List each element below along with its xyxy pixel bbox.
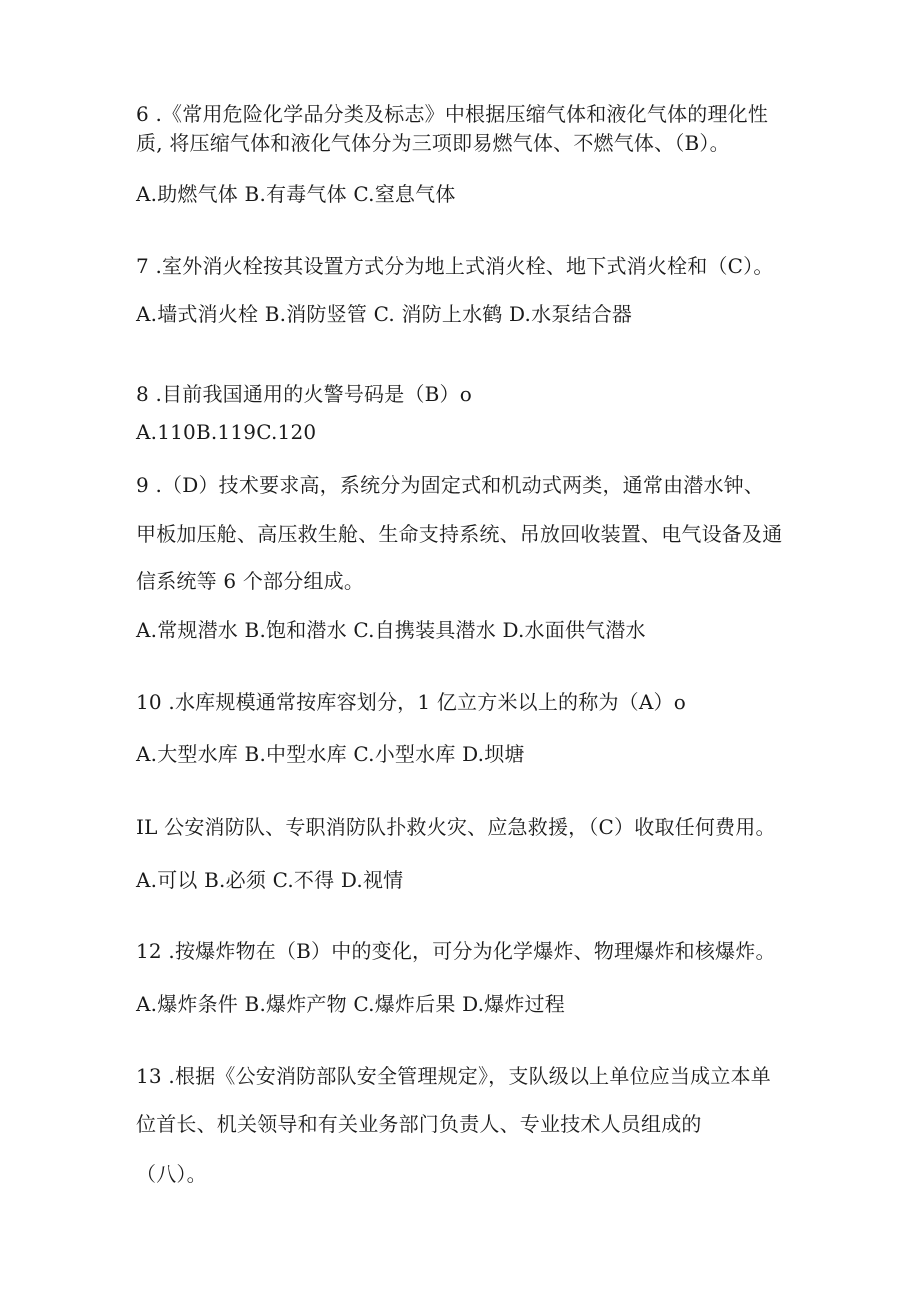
q10-options: A.大型水库 B.中型水库 C.小型水库 D.坝塘	[136, 742, 525, 766]
q11-stem: IL 公安消防队、专职消防队扑救火灾、应急救援，（C）收取任何费用。	[136, 815, 776, 839]
q12-stem: 12 .按爆炸物在（B）中的变化，可分为化学爆炸、物理爆炸和核爆炸。	[136, 939, 776, 963]
q11-options: A.可以 B.必须 C.不得 D.视情	[136, 868, 404, 892]
q13-stem-line-1: 13 .根据《公安消防部队安全管理规定》，支队级以上单位应当成立本单	[136, 1064, 771, 1088]
q6-options: A.助燃气体 B.有毒气体 C.窒息气体	[136, 182, 456, 206]
q10-stem: 10 .水库规模通常按库容划分，1 亿立方米以上的称为（A）o	[136, 690, 686, 714]
q8-stem: 8 .目前我国通用的火警号码是（B）o	[136, 382, 472, 406]
q7-stem: 7 .室外消火栓按其设置方式分为地上式消火栓、地下式消火栓和（C）。	[136, 254, 774, 278]
q8-options: A.110B.119C.120	[136, 420, 317, 444]
q6-stem-line-1: 6 .《常用危险化学品分类及标志》中根据压缩气体和液化气体的理化性	[136, 102, 769, 126]
q6-stem-line-2: 质, 将压缩气体和液化气体分为三项即易燃气体、不燃气体、（B）。	[136, 131, 730, 155]
q9-stem-line-1: 9 .（D）技术要求高，系统分为固定式和机动式两类，通常由潜水钟、	[136, 473, 765, 497]
q9-stem-line-2: 甲板加压舱、高压救生舱、生命支持系统、吊放回收装置、电气设备及通	[136, 522, 783, 546]
q13-stem-line-2: 位首长、机关领导和有关业务部门负责人、专业技术人员组成的	[136, 1112, 702, 1136]
q9-stem-line-3: 信系统等 6 个部分组成。	[136, 569, 365, 593]
q7-options: A.墙式消火栓 B.消防竖管 C. 消防上水鹤 D.水泵结合器	[136, 302, 633, 326]
q13-stem-line-3: （八）。	[136, 1162, 207, 1186]
q12-options: A.爆炸条件 B.爆炸产物 C.爆炸后果 D.爆炸过程	[136, 992, 565, 1016]
q9-options: A.常规潜水 B.饱和潜水 C.自携装具潜水 D.水面供气潜水	[136, 618, 646, 642]
